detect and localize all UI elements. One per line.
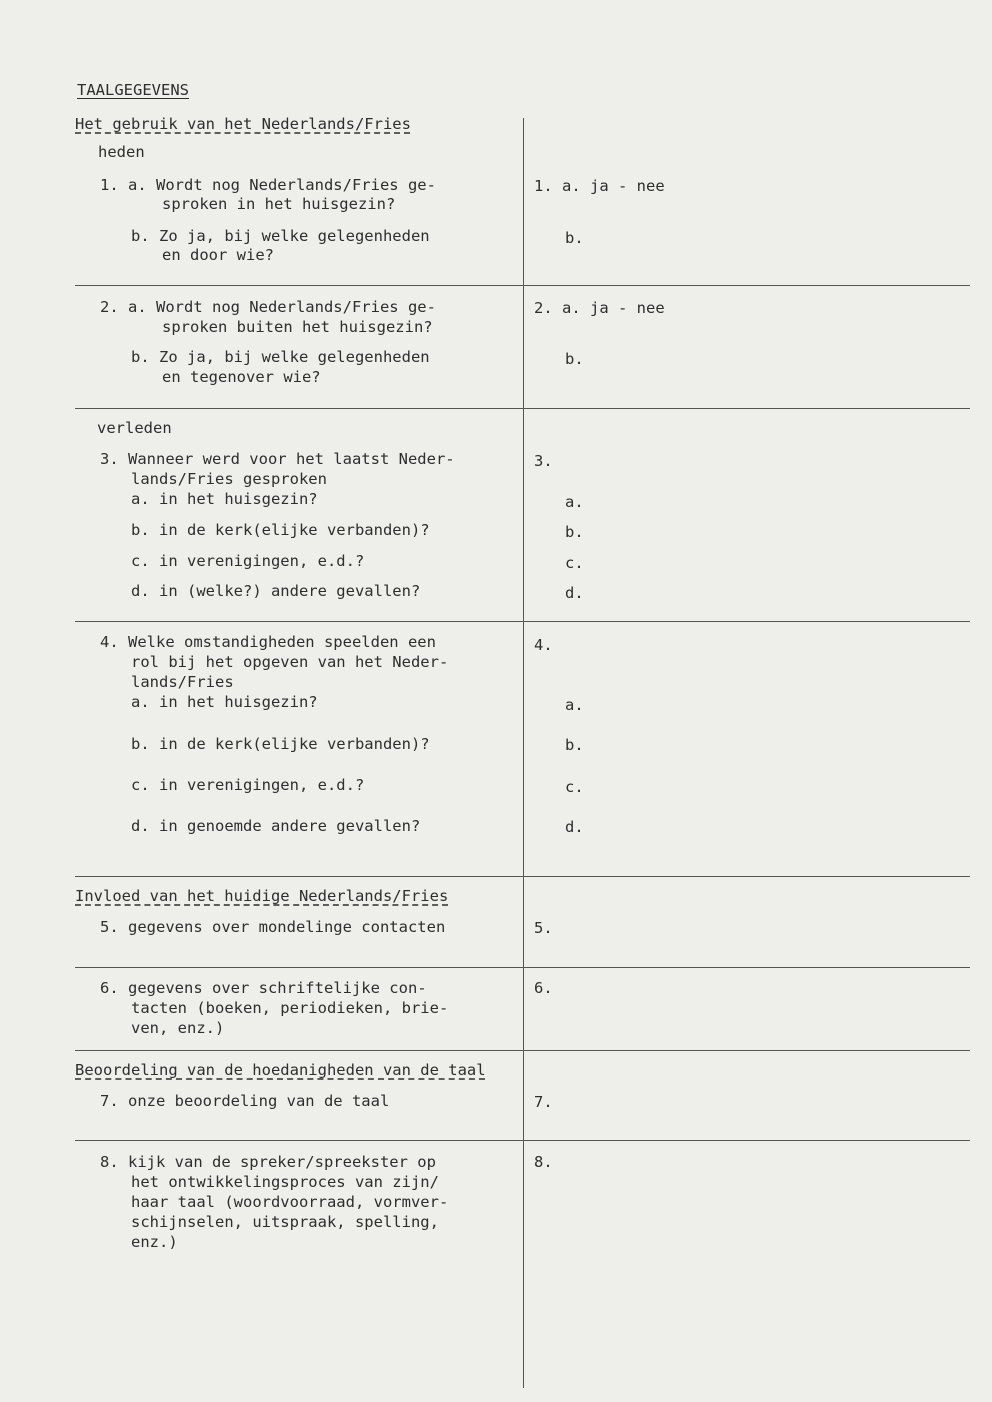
question-3-line1: 3. Wanneer werd voor het laatst Neder- (100, 450, 455, 468)
question-2a-line1: 2. a. Wordt nog Nederlands/Fries ge- (100, 298, 436, 316)
question-1a-line1: 1. a. Wordt nog Nederlands/Fries ge- (100, 176, 436, 194)
answer-3d: d. (565, 584, 584, 602)
question-6-line2: tacten (boeken, periodieken, brie- (131, 999, 449, 1017)
answer-2b: b. (565, 350, 584, 368)
row-divider (75, 621, 970, 622)
question-4a: a. in het huisgezin? (131, 693, 318, 711)
question-6-line3: ven, enz.) (131, 1019, 225, 1037)
answer-4: 4. (534, 636, 553, 654)
answer-1a: 1. a. ja - nee (534, 177, 665, 195)
question-3a: a. in het huisgezin? (131, 490, 318, 508)
row-divider (75, 285, 970, 286)
question-4c: c. in verenigingen, e.d.? (131, 776, 365, 794)
answer-3c: c. (565, 554, 584, 572)
page-title: TAALGEGEVENS (77, 81, 189, 99)
question-4b: b. in de kerk(elijke verbanden)? (131, 735, 430, 753)
question-2a-line2: sproken buiten het huisgezin? (162, 318, 433, 336)
answer-4c: c. (565, 778, 584, 796)
answer-4a: a. (565, 696, 584, 714)
question-8-line3: haar taal (woordvoorraad, vormver- (131, 1193, 449, 1211)
question-8-line1: 8. kijk van de spreker/spreekster op (100, 1153, 436, 1171)
question-1a-line2: sprоken in het huisgezin? (162, 195, 396, 213)
question-8-line4: schijnselen, uitspraak, spelling, (131, 1213, 439, 1231)
answer-8: 8. (534, 1153, 553, 1171)
answer-3a: a. (565, 493, 584, 511)
section-heading-gebruik: Het gebruik van het Nederlands/Fries (75, 115, 411, 133)
question-3c: c. in verenigingen, e.d.? (131, 552, 365, 570)
row-divider (75, 876, 970, 877)
question-8-line5: enz.) (131, 1233, 178, 1251)
question-8-line2: het ontwikkelingsproces van zijn/ (131, 1173, 439, 1191)
question-7: 7. onze beoordeling van de taal (100, 1092, 390, 1110)
answer-6: 6. (534, 979, 553, 997)
answer-2a: 2. a. ja - nee (534, 299, 665, 317)
column-divider (523, 118, 524, 1388)
section-heading-invloed: Invloed van het huidige Nederlands/Fries (75, 887, 449, 905)
question-4d: d. in genoemde andere gevallen? (131, 817, 421, 835)
question-3-line2: lands/Fries gesproken (131, 470, 327, 488)
subheading-heden: heden (98, 143, 145, 161)
question-4-line1: 4. Welke omstandigheden speelden een (100, 633, 436, 651)
answer-5: 5. (534, 919, 553, 937)
answer-3b: b. (565, 523, 584, 541)
answer-4d: d. (565, 818, 584, 836)
question-4-line2: rol bij het opgeven van het Neder- (131, 653, 449, 671)
answer-3: 3. (534, 452, 553, 470)
question-1b-line2: en door wie? (162, 246, 274, 264)
answer-7: 7. (534, 1093, 553, 1111)
row-divider (75, 408, 970, 409)
row-divider (75, 967, 970, 968)
subheading-verleden: verleden (97, 419, 172, 437)
question-2b-line1: b. Zo ja, bij welke gelegenheden (131, 348, 430, 366)
answer-4b: b. (565, 736, 584, 754)
answer-1b: b. (565, 229, 584, 247)
row-divider (75, 1140, 970, 1141)
question-3b: b. in de kerk(elijke verbanden)? (131, 521, 430, 539)
section-heading-beoordeling: Beoordeling van de hoedanigheden van de taal (75, 1061, 486, 1079)
question-4-line3: lands/Fries (131, 673, 234, 691)
question-6-line1: 6. gegevens over schriftelijke con- (100, 979, 427, 997)
question-5: 5. gegevens over mondelinge contacten (100, 918, 446, 936)
question-2b-line2: en tegenover wie? (162, 368, 321, 386)
row-divider (75, 1050, 970, 1051)
question-3d: d. in (welke?) andere gevallen? (131, 582, 421, 600)
question-1b-line1: b. Zo ja, bij welke gelegenheden (131, 227, 430, 245)
